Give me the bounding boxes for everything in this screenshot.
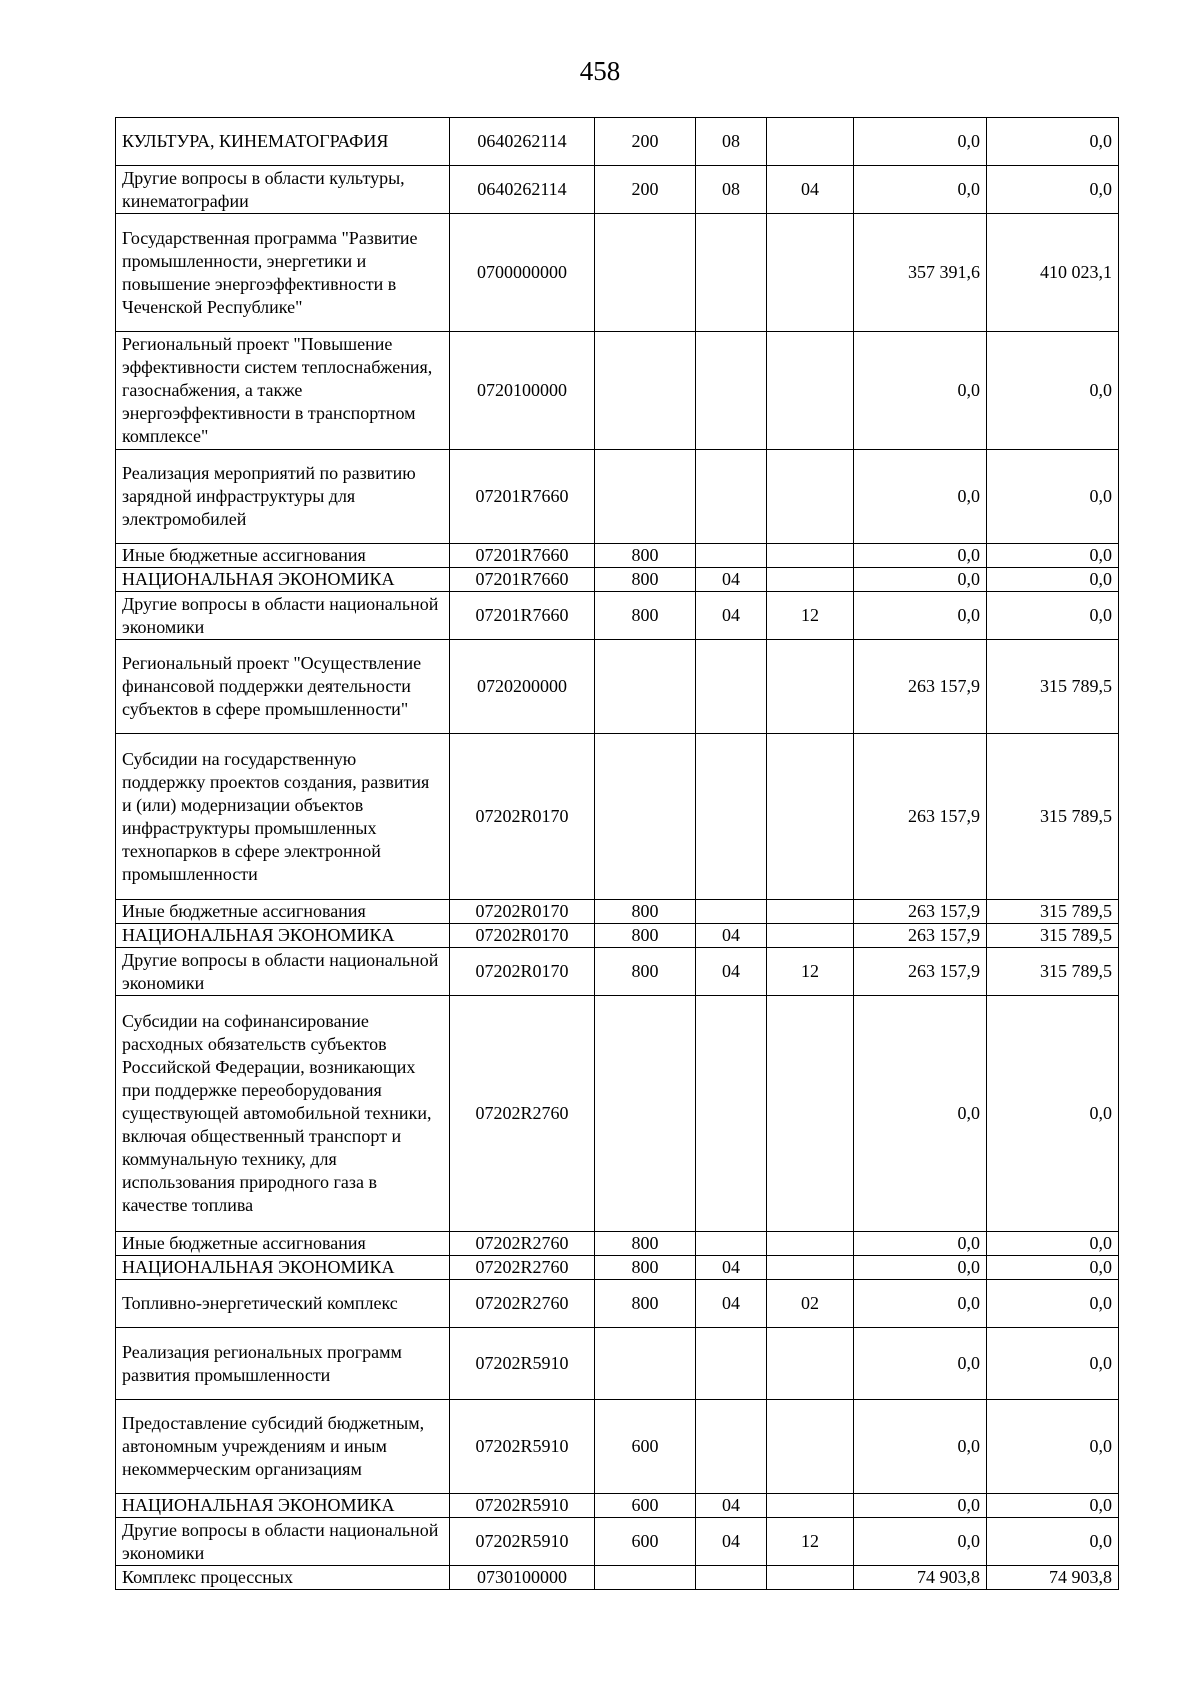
expense-type: 800 [595,924,696,948]
target-code: 0640262114 [450,166,595,214]
table-row [116,924,1119,948]
section: 08 [696,118,767,166]
table-row [116,1328,1119,1400]
table-row [116,734,1119,900]
amount-year-1: 263 157,9 [854,900,987,924]
subsection: 12 [767,592,854,640]
subsection [767,450,854,544]
section: 04 [696,948,767,996]
amount-year-2: 315 789,5 [987,640,1119,734]
expense-type: 600 [595,1518,696,1566]
amount-year-2: 0,0 [987,332,1119,450]
expense-type: 800 [595,1280,696,1328]
amount-year-2: 0,0 [987,1232,1119,1256]
amount-year-1: 0,0 [854,1280,987,1328]
item-name: Субсидии на государственную поддержку проектов создания, развития и (или) модернизации объектов инфраструктуры промышленных технопарков в сфере электронной промышленности [116,734,450,900]
expense-type: 200 [595,118,696,166]
target-code: 07202R5910 [450,1518,595,1566]
budget-table [115,117,1119,1590]
amount-year-2: 0,0 [987,1328,1119,1400]
subsection [767,734,854,900]
amount-year-1: 263 157,9 [854,734,987,900]
amount-year-1: 0,0 [854,166,987,214]
amount-year-1: 74 903,8 [854,1566,987,1590]
section: 04 [696,1518,767,1566]
expense-type: 600 [595,1494,696,1518]
table-row [116,166,1119,214]
subsection [767,1494,854,1518]
table-row [116,640,1119,734]
item-name: Другие вопросы в области национальной экономики [116,592,450,640]
subsection [767,214,854,332]
target-code: 07202R2760 [450,1280,595,1328]
target-code: 07201R7660 [450,568,595,592]
amount-year-1: 0,0 [854,996,987,1232]
item-name: Другие вопросы в области национальной экономики [116,948,450,996]
subsection [767,900,854,924]
table-row [116,1280,1119,1328]
table-row [116,900,1119,924]
amount-year-1: 263 157,9 [854,924,987,948]
item-name: Топливно-энергетический комплекс [116,1280,450,1328]
target-code: 0720100000 [450,332,595,450]
amount-year-2: 0,0 [987,544,1119,568]
amount-year-1: 0,0 [854,1328,987,1400]
expense-type: 800 [595,544,696,568]
table-row [116,1518,1119,1566]
expense-type [595,332,696,450]
item-name: Государственная программа "Развитие промышленности, энергетики и повышение энергоэффективности в Чеченской Республике" [116,214,450,332]
table-row [116,1256,1119,1280]
item-name: Предоставление субсидий бюджетным, автономным учреждениям и иным некоммерческим организациям [116,1400,450,1494]
expense-type [595,996,696,1232]
section [696,450,767,544]
target-code: 07202R5910 [450,1400,595,1494]
section [696,900,767,924]
item-name: НАЦИОНАЛЬНАЯ ЭКОНОМИКА [116,568,450,592]
target-code: 07202R0170 [450,924,595,948]
table-row [116,996,1119,1232]
amount-year-1: 263 157,9 [854,640,987,734]
target-code: 07202R2760 [450,1232,595,1256]
section [696,640,767,734]
amount-year-2: 0,0 [987,118,1119,166]
table-row [116,568,1119,592]
subsection [767,118,854,166]
amount-year-2: 0,0 [987,592,1119,640]
target-code: 07202R5910 [450,1494,595,1518]
target-code: 0700000000 [450,214,595,332]
item-name: КУЛЬТУРА, КИНЕМАТОГРАФИЯ [116,118,450,166]
expense-type: 800 [595,900,696,924]
table-row [116,332,1119,450]
expense-type [595,1328,696,1400]
section: 04 [696,1256,767,1280]
amount-year-1: 0,0 [854,1494,987,1518]
amount-year-1: 0,0 [854,1400,987,1494]
section [696,544,767,568]
amount-year-2: 315 789,5 [987,900,1119,924]
item-name: Комплекс процессных [116,1566,450,1590]
amount-year-1: 0,0 [854,1256,987,1280]
item-name: Реализация мероприятий по развитию зарядной инфраструктуры для электромобилей [116,450,450,544]
target-code: 0640262114 [450,118,595,166]
section: 04 [696,1494,767,1518]
subsection [767,544,854,568]
section: 04 [696,924,767,948]
subsection [767,1566,854,1590]
target-code: 07202R2760 [450,996,595,1232]
item-name: Другие вопросы в области культуры, кинематографии [116,166,450,214]
expense-type [595,1566,696,1590]
amount-year-2: 0,0 [987,450,1119,544]
expense-type: 800 [595,1256,696,1280]
expense-type: 600 [595,1400,696,1494]
subsection: 12 [767,1518,854,1566]
item-name: Региональный проект "Повышение эффективности систем теплоснабжения, газоснабжения, а также энергоэффективности в транспортном комплексе" [116,332,450,450]
target-code: 0730100000 [450,1566,595,1590]
target-code: 07202R5910 [450,1328,595,1400]
amount-year-2: 0,0 [987,1280,1119,1328]
amount-year-1: 0,0 [854,1232,987,1256]
table-row [116,948,1119,996]
amount-year-2: 0,0 [987,1256,1119,1280]
page-number: 458 [579,56,621,86]
expense-type: 800 [595,948,696,996]
expense-type [595,734,696,900]
item-name: Региональный проект "Осуществление финансовой поддержки деятельности субъектов в сфере промышленности" [116,640,450,734]
table-body [116,118,1119,1590]
table-row [116,214,1119,332]
table-row [116,1400,1119,1494]
table-row [116,1494,1119,1518]
target-code: 07201R7660 [450,592,595,640]
target-code: 0720200000 [450,640,595,734]
subsection: 12 [767,948,854,996]
amount-year-1: 0,0 [854,1518,987,1566]
item-name: Иные бюджетные ассигнования [116,900,450,924]
table-row [116,118,1119,166]
section [696,1566,767,1590]
target-code: 07202R2760 [450,1256,595,1280]
target-code: 07202R0170 [450,900,595,924]
expense-type: 800 [595,592,696,640]
section: 04 [696,1280,767,1328]
amount-year-2: 0,0 [987,166,1119,214]
item-name: НАЦИОНАЛЬНАЯ ЭКОНОМИКА [116,1256,450,1280]
expense-type [595,450,696,544]
target-code: 07201R7660 [450,450,595,544]
amount-year-2: 0,0 [987,1494,1119,1518]
amount-year-1: 0,0 [854,332,987,450]
expense-type: 200 [595,166,696,214]
amount-year-2: 74 903,8 [987,1566,1119,1590]
item-name: НАЦИОНАЛЬНАЯ ЭКОНОМИКА [116,1494,450,1518]
amount-year-1: 0,0 [854,450,987,544]
amount-year-2: 0,0 [987,568,1119,592]
subsection [767,640,854,734]
subsection [767,1256,854,1280]
amount-year-1: 0,0 [854,544,987,568]
item-name: Реализация региональных программ развития промышленности [116,1328,450,1400]
amount-year-1: 0,0 [854,592,987,640]
subsection [767,1400,854,1494]
section [696,734,767,900]
amount-year-2: 315 789,5 [987,734,1119,900]
expense-type [595,214,696,332]
subsection: 02 [767,1280,854,1328]
item-name: Другие вопросы в области национальной экономики [116,1518,450,1566]
item-name: Иные бюджетные ассигнования [116,544,450,568]
subsection [767,1328,854,1400]
target-code: 07202R0170 [450,948,595,996]
table-row [116,592,1119,640]
section [696,332,767,450]
item-name: НАЦИОНАЛЬНАЯ ЭКОНОМИКА [116,924,450,948]
subsection [767,1232,854,1256]
expense-type: 800 [595,568,696,592]
amount-year-1: 357 391,6 [854,214,987,332]
section [696,1400,767,1494]
amount-year-2: 410 023,1 [987,214,1119,332]
subsection [767,332,854,450]
table-row [116,1232,1119,1256]
section [696,214,767,332]
item-name: Иные бюджетные ассигнования [116,1232,450,1256]
expense-type [595,640,696,734]
subsection [767,996,854,1232]
section: 04 [696,568,767,592]
subsection [767,924,854,948]
table-row [116,450,1119,544]
section: 04 [696,592,767,640]
table-row [116,544,1119,568]
section [696,996,767,1232]
expense-type: 800 [595,1232,696,1256]
target-code: 07201R7660 [450,544,595,568]
amount-year-2: 0,0 [987,1400,1119,1494]
section [696,1232,767,1256]
amount-year-2: 315 789,5 [987,924,1119,948]
amount-year-1: 0,0 [854,568,987,592]
table-row [116,1566,1119,1590]
subsection: 04 [767,166,854,214]
amount-year-2: 0,0 [987,1518,1119,1566]
item-name: Субсидии на софинансирование расходных обязательств субъектов Российской Федерации, возникающих при поддержке переоборудования существующей автомобильной техники, включая общественный транспорт и коммунальную технику, для использования природного газа в качестве топлива [116,996,450,1232]
amount-year-2: 0,0 [987,996,1119,1232]
target-code: 07202R0170 [450,734,595,900]
amount-year-1: 263 157,9 [854,948,987,996]
amount-year-1: 0,0 [854,118,987,166]
amount-year-2: 315 789,5 [987,948,1119,996]
subsection [767,568,854,592]
section: 08 [696,166,767,214]
section [696,1328,767,1400]
